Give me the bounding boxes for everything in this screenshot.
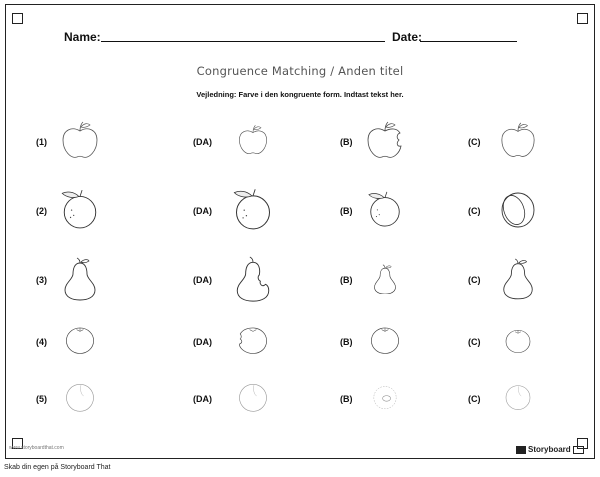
choice-label: (C)	[468, 275, 481, 285]
orange-icon[interactable]	[231, 186, 275, 234]
choice-label: (2)	[36, 206, 47, 216]
bitten-pear-icon[interactable]	[232, 256, 274, 302]
storyboard-logo-text: Storyboard	[528, 445, 571, 454]
choice-label: (DA)	[193, 394, 212, 404]
choice-label: (DA)	[193, 275, 212, 285]
storyboard-box-icon	[573, 446, 584, 454]
name-line[interactable]	[101, 41, 385, 42]
donut-icon[interactable]	[369, 380, 401, 415]
corner-marker	[577, 13, 588, 24]
orange-icon[interactable]	[366, 189, 404, 231]
bitten-tomato-icon[interactable]	[236, 322, 270, 359]
choice-label: (B)	[340, 337, 353, 347]
storyboard-logo-icon	[516, 446, 526, 454]
tomato-icon[interactable]	[368, 322, 402, 359]
choice-label: (5)	[36, 394, 47, 404]
choice-label: (C)	[468, 337, 481, 347]
bitten-apple-icon[interactable]	[365, 119, 405, 163]
apple-icon[interactable]	[237, 123, 269, 158]
choice-label: (B)	[340, 275, 353, 285]
orange-icon[interactable]	[59, 187, 101, 233]
peach-icon[interactable]	[235, 378, 271, 418]
worksheet-title: Congruence Matching / Anden titel	[196, 64, 404, 78]
choice-label: (C)	[468, 394, 481, 404]
date-label: Date:	[392, 30, 423, 44]
choice-label: (1)	[36, 137, 47, 147]
pear-icon[interactable]	[60, 257, 100, 301]
choice-label: (DA)	[193, 337, 212, 347]
tomato-icon[interactable]	[63, 322, 97, 359]
choice-label: (DA)	[193, 206, 212, 216]
choice-label: (C)	[468, 206, 481, 216]
choice-label: (DA)	[193, 137, 212, 147]
pear-icon[interactable]	[499, 258, 537, 300]
apple-icon[interactable]	[499, 120, 537, 162]
date-line[interactable]	[420, 41, 517, 42]
watermark: www.storyboardthat.com	[9, 445, 64, 451]
peach-icon[interactable]	[502, 380, 534, 415]
orange-half-icon[interactable]	[498, 188, 538, 232]
footer-text[interactable]: Skab din egen på Storyboard That	[4, 464, 111, 471]
pear-icon[interactable]	[371, 264, 399, 295]
choice-label: (B)	[340, 137, 353, 147]
name-label: Name:	[64, 30, 101, 44]
choice-label: (B)	[340, 394, 353, 404]
choice-label: (B)	[340, 206, 353, 216]
corner-marker	[12, 13, 23, 24]
instruction-text: Vejledning: Farve i den kongruente form. Indtast tekst her.	[196, 90, 404, 99]
tomato-icon[interactable]	[503, 325, 533, 358]
storyboard-logo	[516, 445, 584, 454]
choice-label: (4)	[36, 337, 47, 347]
choice-label: (3)	[36, 275, 47, 285]
apple-icon[interactable]	[60, 119, 100, 163]
peach-icon[interactable]	[62, 378, 98, 418]
choice-label: (C)	[468, 137, 481, 147]
